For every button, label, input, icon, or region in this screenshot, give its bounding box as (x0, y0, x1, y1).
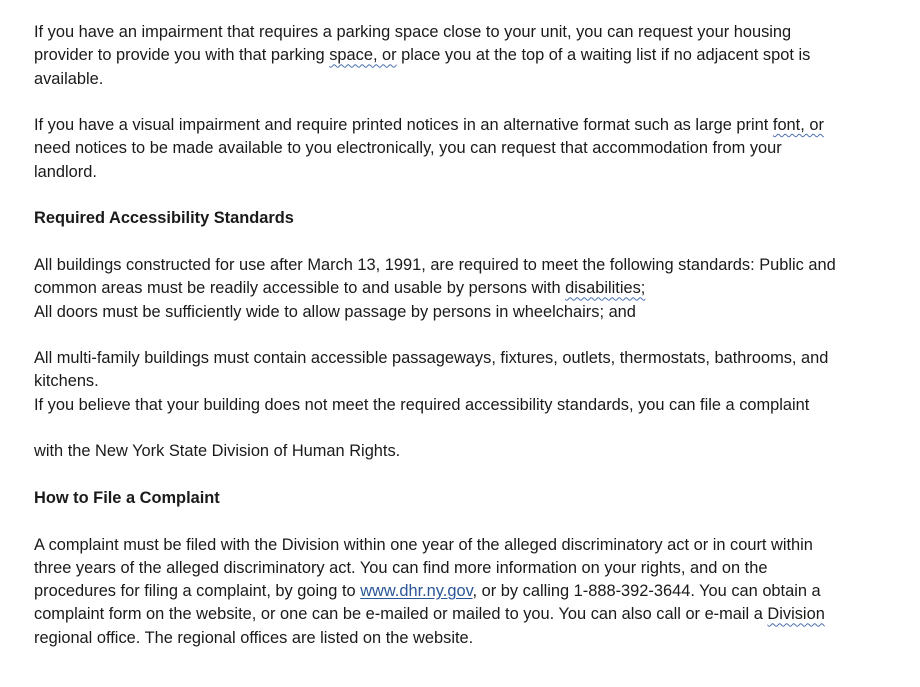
grammar-flag[interactable]: Division (767, 605, 825, 624)
section-heading-complaint: How to File a Complaint (34, 488, 220, 507)
text-line (34, 603, 906, 626)
text-line (34, 44, 906, 67)
text-run: If you have a visual impairment and require printed notices in an alternative format such as large print (34, 116, 773, 135)
paragraph-spacer (34, 91, 906, 114)
text-line: available. (34, 69, 104, 88)
website-link[interactable]: www.dhr.ny.gov (360, 582, 473, 601)
text-line: If you have an impairment that requires a parking space close to your unit, you can request your housing (34, 23, 792, 41)
paragraph-spacer (34, 231, 906, 254)
section-heading-accessibility: Required Accessibility Standards (34, 209, 294, 228)
text-line (34, 114, 906, 137)
paragraph-division (34, 440, 906, 463)
text-line: All multi-family buildings must contain accessible passageways, fixtures, outlets, thermostats, bathrooms, and (34, 349, 829, 368)
text-run: provider to provide you with that parking (34, 46, 330, 65)
text-run: procedures for filing a complaint, by going to (34, 582, 361, 601)
text-line (34, 580, 906, 603)
paragraph-parking (34, 21, 906, 91)
grammar-flag[interactable]: font, or (772, 116, 824, 135)
text-line: need notices to be made available to you electronically, you can request that accommodation from your (34, 139, 782, 158)
grammar-flag[interactable]: disabilities; (565, 279, 646, 298)
text-line: with the New York State Division of Human Rights. (34, 442, 401, 461)
text-run: , or by calling 1-888-392-3644. You can obtain a (472, 582, 821, 601)
text-line: kitchens. (34, 372, 99, 391)
text-line: All doors must be sufficiently wide to allow passage by persons in wheelchairs; and (34, 302, 636, 321)
paragraph-spacer (34, 417, 906, 440)
paragraph-spacer (34, 464, 906, 487)
text-line: three years of the alleged discriminatory act. You can find more information on your rights, and on the (34, 558, 768, 577)
text-line (34, 277, 906, 300)
paragraph-complaint (34, 534, 906, 650)
document-body (34, 21, 906, 650)
paragraph-spacer (34, 510, 906, 533)
paragraph-standards (34, 254, 906, 324)
paragraph-spacer (34, 324, 906, 347)
text-run: common areas must be readily accessible to and usable by persons with (34, 279, 566, 298)
text-run: place you at the top of a waiting list if no adjacent spot is (396, 46, 811, 65)
paragraph-spacer (34, 184, 906, 207)
text-line: If you believe that your building does not meet the required accessibility standards, you can file a complaint (34, 395, 810, 414)
text-line: A complaint must be filed with the Division within one year of the alleged discriminatory act or in court within (34, 535, 813, 554)
paragraph-multifamily (34, 347, 906, 417)
text-line: regional office. The regional offices are listed on the website. (34, 628, 474, 647)
text-run: complaint form on the website, or one can be e-mailed or mailed to you. You can also call or e-mail a (34, 605, 768, 624)
text-line: landlord. (34, 162, 97, 181)
grammar-flag[interactable]: space, or (329, 46, 397, 65)
text-line: All buildings constructed for use after March 13, 1991, are required to meet the following standards: Public and (34, 255, 836, 274)
paragraph-visual-impairment (34, 114, 906, 184)
